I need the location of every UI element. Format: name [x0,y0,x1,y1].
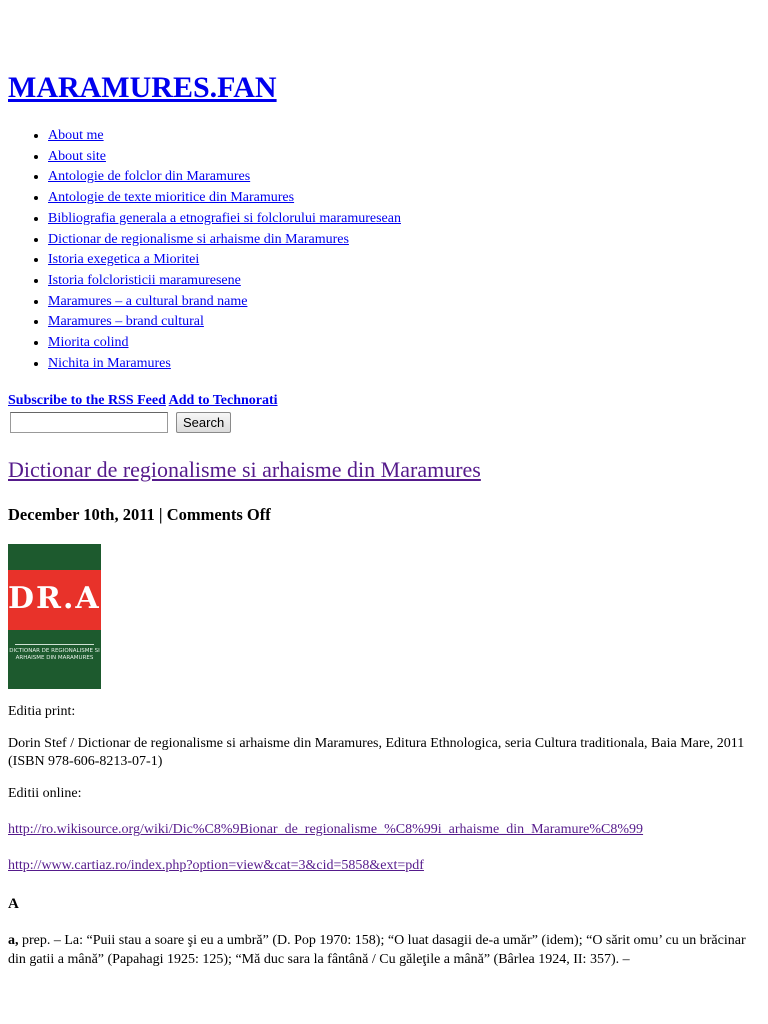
section-letter: A [8,896,19,913]
menu-link-about-site[interactable]: About site [48,148,106,164]
wikisource-link[interactable]: http://ro.wikisource.org/wiki/Dic%C8%9Bionar_de_regionalisme_%C8%99i_arhaisme_din_Maramure%C8%99 [8,822,644,838]
menu-item [48,147,760,168]
menu-item [48,292,760,313]
menu-item [48,209,760,230]
menu-link-about-me[interactable]: About me [48,128,104,143]
menu-item [48,250,760,271]
post-title [8,457,760,483]
technorati-link[interactable]: Add to Technorati [168,393,278,409]
menu-link-antologie-folclor[interactable]: Antologie de folclor din Maramures [48,169,251,185]
meta-separator: | [158,505,163,525]
menu-item [48,230,760,251]
menu-link-antologie-texte-mioritice[interactable]: Antologie de texte mioritice din Maramures [48,190,295,206]
rss-feed-link[interactable]: Subscribe to the RSS Feed [8,393,166,409]
search-form [8,412,760,433]
menu-link-istoria-folcloristicii[interactable]: Istoria folcloristicii maramuresene [48,272,241,288]
feed-links [8,392,760,410]
entry-definition: prep. – La: “Puii stau a soare şi eu a umbră” (D. Pop 1970: 158); “O luat dasagii de-a umăr” (idem); “O sărit omu’ cu un brăcinar din gatii a mână” (Papahagi 1925: 125); “Mă duc sara la fântână / Cu găleţile a mână” (Bârlea 1924, II: 357). – [8,933,746,968]
cartiaz-link-line [8,857,760,875]
menu-item [48,188,760,209]
site-title [8,0,760,106]
menu-item [48,354,760,375]
post-meta [8,505,760,525]
menu-item [48,333,760,354]
menu-link-dictionar[interactable]: Dictionar de regionalisme si arhaisme din Maramures [48,231,349,247]
cartiaz-link[interactable]: http://www.cartiaz.ro/index.php?option=view&cat=3&cid=5858&ext=pdf [8,858,424,874]
menu-link-brand-cultural[interactable]: Maramures – brand cultural [48,314,204,330]
dictionary-entry [8,931,760,969]
menu-item [48,271,760,292]
entry-headword: a, [8,933,19,949]
menu-link-nichita[interactable]: Nichita in Maramures [48,355,171,371]
menu-item [48,312,760,333]
menu-link-miorita-colind[interactable]: Miorita colind [48,335,129,351]
online-editions-label: Editii online: [8,786,82,802]
menu-item [48,167,760,188]
menu-link-istoria-exegetica[interactable]: Istoria exegetica a Mioritei [48,252,200,268]
menu-link-cultural-brand-name[interactable]: Maramures – a cultural brand name [48,293,248,309]
comments-status: Comments Off [166,505,271,525]
print-edition-description: Dorin Stef / Dictionar de regionalisme si arhaisme din Maramures, Editura Ethnologica, seria Cultura traditionala, Baia Mare, 2011 (ISBN 978-606-8213-07-1) [8,736,745,770]
menu-item [48,126,760,147]
wikisource-link-line [8,821,760,839]
print-edition-label: Editia print: [8,704,76,720]
search-button[interactable]: Search [176,412,231,433]
site-title-link[interactable]: MARAMURES.FAN [8,71,277,104]
post-date: December 10th, 2011 [8,505,155,525]
search-input[interactable] [10,412,168,433]
cover-title-text: DICTIONAR DE REGIONALISME SI ARHAISME DIN MARAMURES [9,648,100,662]
menu-link-bibliografia[interactable]: Bibliografia generala a etnografiei si folclorului maramuresean [48,210,401,226]
post-title-link[interactable]: Dictionar de regionalisme si arhaisme din Maramures [8,457,481,483]
cover-logo: DR.AH [8,581,132,617]
book-cover-image [8,544,132,689]
pages-menu [8,126,760,374]
